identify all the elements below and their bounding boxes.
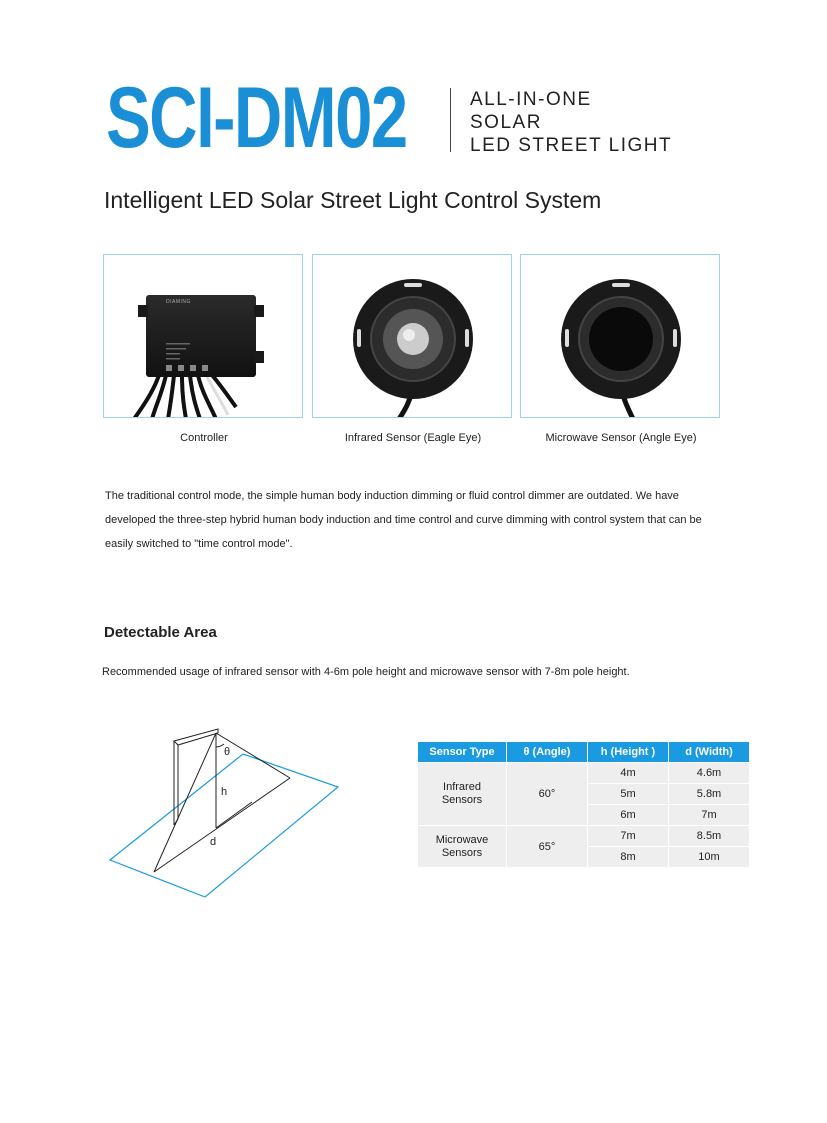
- ground-plane: [110, 754, 338, 897]
- header-angle: θ (Angle): [507, 742, 587, 762]
- header-sensor-type: Sensor Type: [418, 742, 506, 762]
- tagline-line-2: SOLAR: [470, 112, 542, 133]
- angle-infrared: 60°: [507, 763, 587, 825]
- caption-controller: Controller: [180, 432, 228, 444]
- table-header-row: [418, 742, 749, 762]
- header-width: d (Width): [669, 742, 749, 762]
- height-cell: 8m: [588, 847, 668, 867]
- controller-cables: [134, 375, 236, 418]
- microwave-sensor-image: [520, 254, 720, 418]
- sensor-type-infrared: Infrared Sensors: [418, 763, 506, 825]
- label-width: d: [210, 836, 217, 848]
- model-name: SCI-DM02: [106, 70, 407, 166]
- height-cell: 5m: [588, 784, 668, 804]
- tagline-line-3: LED STREET LIGHT: [470, 135, 673, 156]
- height-cell: 4m: [588, 763, 668, 783]
- angle-microwave: 65°: [507, 826, 587, 867]
- tagline-line-1: ALL-IN-ONE: [470, 89, 592, 110]
- controller-image: [103, 254, 303, 418]
- product-tagline: [470, 88, 672, 157]
- height-cell: 7m: [588, 826, 668, 846]
- controller-brand-mark: DIAMING: [166, 299, 191, 305]
- label-theta: θ: [224, 746, 231, 758]
- caption-microwave-sensor: Microwave Sensor (Angle Eye): [545, 432, 697, 444]
- header-divider: [450, 88, 451, 152]
- page-title: Intelligent LED Solar Street Light Control System: [104, 187, 602, 213]
- description-paragraph: The traditional control mode, the simple human body induction dimming or fluid control dimmer are outdated. We have developed the three-step hybrid human body induction and time control and curve dimming with control system that can be easily switched to "time control mode".: [105, 490, 702, 550]
- width-cell: 5.8m: [669, 784, 749, 804]
- infrared-sensor-image: [312, 254, 512, 418]
- microwave-dome: [589, 307, 653, 371]
- width-cell: 4.6m: [669, 763, 749, 783]
- caption-infrared-sensor: Infrared Sensor (Eagle Eye): [344, 432, 482, 444]
- width-cell: 7m: [669, 805, 749, 825]
- sensor-type-microwave: Microwave Sensors: [418, 826, 506, 867]
- controller-box: [146, 295, 256, 377]
- height-cell: 6m: [588, 805, 668, 825]
- width-cell: 8.5m: [669, 826, 749, 846]
- detectable-area-note: Recommended usage of infrared sensor with 4-6m pole height and microwave sensor with 7-8m pole height.: [102, 666, 630, 678]
- table-row: [418, 763, 749, 783]
- header-height: h (Height ): [588, 742, 668, 762]
- width-cell: 10m: [669, 847, 749, 867]
- label-height: h: [221, 786, 228, 798]
- detection-diagram: [108, 725, 348, 905]
- sensor-spec-table: [417, 741, 750, 868]
- section-title-detectable-area: Detectable Area: [104, 624, 217, 641]
- table-row: [418, 826, 749, 846]
